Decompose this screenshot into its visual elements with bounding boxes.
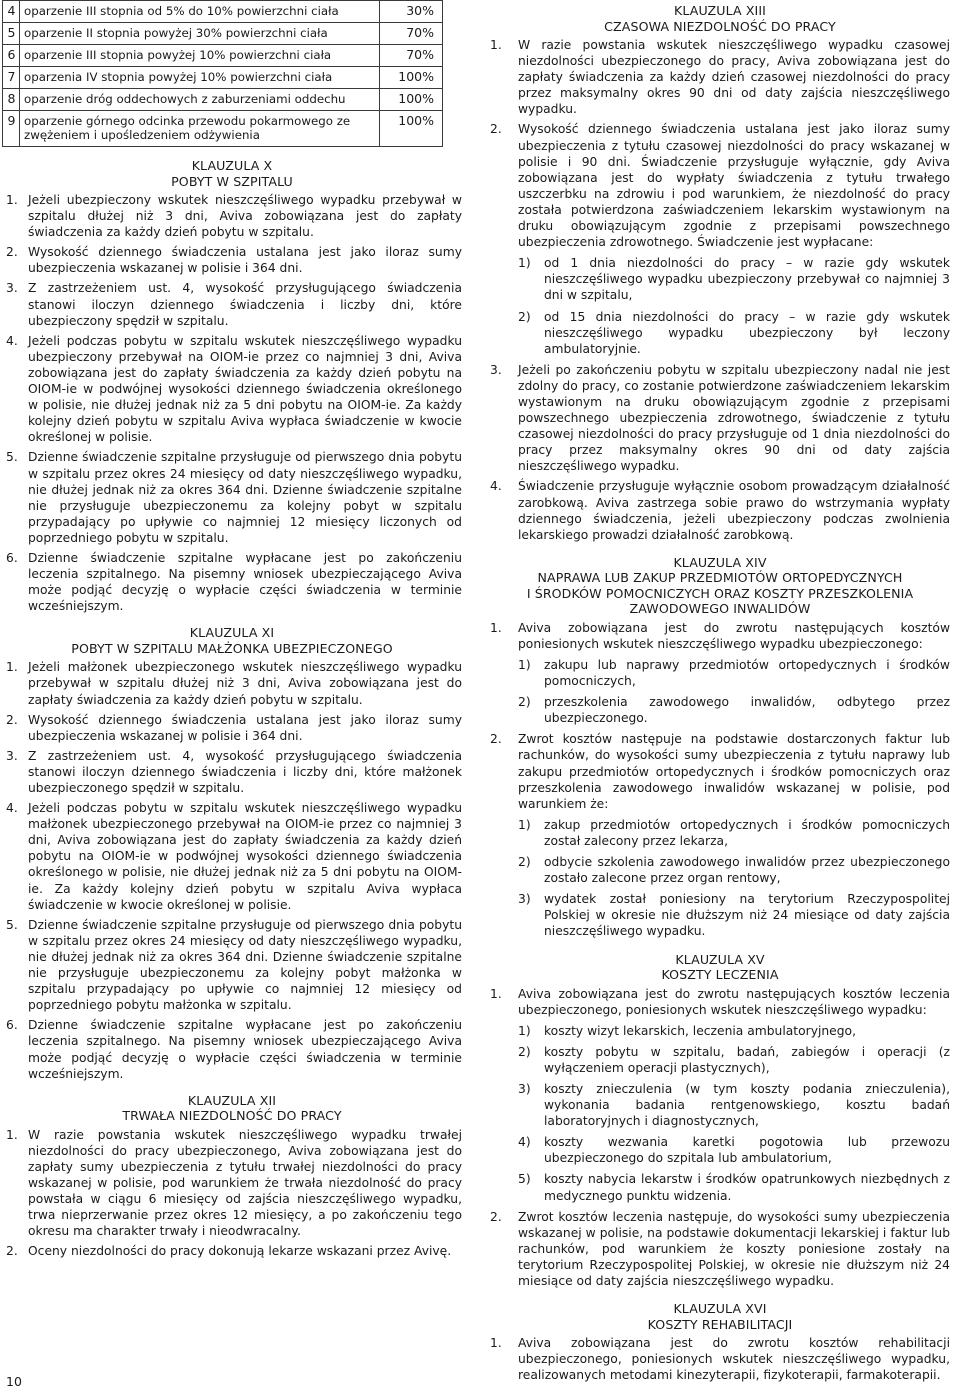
- clause-xi-item: [2, 748, 462, 796]
- clause-xv-subitem: [490, 1023, 950, 1039]
- clause-xvi-item: [490, 1335, 950, 1383]
- subitem-number: 2): [518, 695, 531, 710]
- row-number: 8: [3, 89, 20, 111]
- item-number: 6.: [6, 1018, 18, 1033]
- item-number: 2.: [6, 1244, 18, 1259]
- clause-xiii-item: [490, 37, 950, 117]
- clause-xiii-subitems: [490, 255, 950, 357]
- row-description: oparzenie II stopnia powyżej 30% powierzchni ciała: [20, 23, 380, 45]
- clause-xi-item: [2, 917, 462, 1014]
- clause-xiii-subitem: [490, 309, 950, 357]
- clause-xiii-title: CZASOWA NIEZDOLNOŚĆ DO PRACY: [604, 18, 836, 34]
- item-text: Z zastrzeżeniem ust. 4, wysokość przysługującego świadczenia stanowi iloczyn dziennego świadczenia i liczby dni, które ubezpieczony spędził w szpitalu.: [28, 281, 462, 328]
- clause-x-item: [2, 550, 462, 614]
- item-number: 1.: [6, 193, 18, 207]
- item-number: 3.: [6, 748, 18, 763]
- subitem-number: 1): [518, 817, 531, 832]
- subitem-number: 2): [518, 1044, 531, 1059]
- row-description: oparzenie III stopnia powyżej 10% powierzchni ciała: [20, 45, 380, 67]
- item-text: Jeżeli podczas pobytu w szpitalu wskutek nieszczęśliwego wypadku ubezpieczony przebywał na OIOM-ie przez co najmniej 3 dni, Aviva zobowiązana jest do zapłaty świadczenia za każdy dzień pobytu na OIOM-ie w podwójnej wysokości dziennego świadczenia określonego w polisie, nie dłużej jednak niż za 5 dni pobytu na OIOM-ie. Za każdy kolejny dzień pobytu w szpitalu Aviva wypłaca świadczenie w kwocie określonej w polisie.: [28, 333, 462, 445]
- clause-xii-title: TRWAŁA NIEZDOLNOŚĆ DO PRACY: [122, 1108, 342, 1124]
- row-number: 4: [3, 1, 20, 23]
- item-number: 4.: [490, 479, 502, 494]
- table-row: [3, 23, 443, 45]
- row-percentage: 70%: [380, 23, 443, 45]
- row-description: oparzenie górnego odcinka przewodu pokarmowego ze zwężeniem i upośledzeniem odżywienia: [20, 111, 380, 147]
- clause-xiv-subitems: [490, 817, 950, 940]
- item-text: Oceny niezdolności do pracy dokonują lekarze wskazani przez Avivę.: [28, 1244, 452, 1259]
- row-description: oparzenie III stopnia od 5% do 10% powierzchni ciała: [20, 1, 380, 23]
- item-text: W razie powstania wskutek nieszczęśliwego wypadku czasowej niezdolności ubezpieczonego do pracy, Aviva zobowiązana jest do zapłaty świadczenia za każdy dzień czasowej niezdolności do pracy przez maksymalny okres 90 dni od daty zajścia nieszczęśliwego wypadku.: [518, 38, 950, 117]
- subitem-text: koszty pobytu w szpitalu, badań, zabiegów i operacji (z wyłączeniem operacji plastycznych),: [544, 1044, 950, 1075]
- item-number: 2.: [490, 732, 502, 747]
- item-number: 4.: [6, 333, 18, 348]
- clause-xvi-title: KOSZTY REHABILITACJI: [647, 1316, 793, 1332]
- subitem-number: 3): [518, 892, 531, 907]
- subitem-text: przeszkolenia zawodowego inwalidów, odbytego przez ubezpieczonego.: [544, 695, 950, 726]
- clause-xiii-heading: [490, 3, 950, 34]
- clause-xvi-number: KLAUZULA XVI: [673, 1301, 767, 1317]
- clause-x-item: [2, 449, 462, 546]
- page-number: 10: [6, 1374, 22, 1389]
- item-number: 2.: [6, 712, 18, 727]
- subitem-text: od 1 dnia niezdolności do pracy – w razie gdy wskutek nieszczęśliwego wypadku ubezpieczony przebywał co najmniej 3 dni w szpitalu,: [544, 256, 950, 303]
- subitem-text: zakup przedmiotów ortopedycznych i środków pomocniczych został zalecony przez lekarza,: [544, 817, 950, 848]
- clause-x-heading: [2, 158, 462, 189]
- item-text: W razie powstania wskutek nieszczęśliwego wypadku trwałej niezdolności do pracy ubezpieczonego, Aviva zobowiązana jest do zapłaty sumy ubezpieczenia z tytułu trwałej niezdolności do pracy wskazanej w polisie, pod warunkiem że trwała niezdolność do pracy powstała w ciągu 6 miesięcy od zajścia nieszczęśliwego wypadku, trwa nieprzerwanie przez okres 12 miesięcy, a po zakończeniu tego okresu ma charakter trwały i nieodwracalny.: [28, 1127, 462, 1239]
- item-number: 2.: [490, 1209, 502, 1224]
- item-number: 5.: [6, 450, 18, 465]
- item-number: 1.: [490, 1336, 502, 1351]
- row-percentage: 30%: [380, 1, 443, 23]
- row-percentage: 100%: [380, 67, 443, 89]
- row-number: 6: [3, 45, 20, 67]
- percentage-table: [2, 0, 443, 147]
- clause-xiv-title-line1: NAPRAWA LUB ZAKUP PRZEDMIOTÓW ORTOPEDYCZNYCH: [537, 570, 903, 586]
- clause-x-items: [2, 192, 462, 614]
- table-row: [3, 45, 443, 67]
- right-column: [490, 0, 950, 1387]
- item-text: Zwrot kosztów leczenia następuje, do wysokości sumy ubezpieczenia wskazanej w polisie, na podstawie dokumentacji lekarskiej i faktur lub rachunków, pod warunkiem że koszty poniesione zostały na terytorium Rzeczypospolitej Polskiej, w okresie nie dłuższym niż 24 miesiące od daty zajścia nieszczęśliwego wypadku.: [518, 1209, 950, 1288]
- clause-xv-heading: [490, 952, 950, 983]
- clause-xiv-item: [490, 731, 950, 811]
- item-number: 6.: [6, 550, 18, 565]
- row-number: 7: [3, 67, 20, 89]
- subitem-text: od 15 dnia niezdolności do pracy – w razie gdy wskutek nieszczęśliwego wypadku ubezpieczony był leczony ambulatoryjnie.: [544, 309, 950, 356]
- subitem-number: 1): [518, 1023, 531, 1038]
- clause-xiv-subitems: [490, 657, 950, 726]
- item-text: Wysokość dziennego świadczenia ustalana jest jako iloraz sumy ubezpieczenia wskazanej w polisie i 364 dni.: [28, 712, 462, 743]
- item-text: Jeżeli ubezpieczony wskutek nieszczęśliwego wypadku przebywał w szpitalu dłużej niż 3 dni, Aviva zobowiązana jest do zapłaty świadczenia za każdy dzień pobytu w szpitalu.: [28, 193, 462, 240]
- clause-xiii-item: [490, 362, 950, 475]
- clause-xi-title: POBYT W SZPITALU MAŁŻONKA UBEZPIECZONEGO: [71, 640, 393, 656]
- clause-xiv-number: KLAUZULA XIV: [673, 554, 767, 570]
- clause-xi-item: [2, 659, 462, 707]
- item-text: Wysokość dziennego świadczenia ustalana jest jako iloraz sumy ubezpieczenia z tytułu czasowej niezdolności do pracy wskazanej w polisie i 90 dni. Świadczenie przysługuje wyłącznie, gdy Aviva zobowiązana jest do wypłaty świadczenia z tytułu trwałego uszczerbku na zdrowiu i pod warunkiem, że niezdolność do pracy została potwierdzona zaświadczeniem lekarskim wystawionym na druku obowiązującym zgodnie z przepisami powszechnego ubezpieczenia zdrowotnego. Świadczenie jest wypłacane:: [518, 122, 950, 250]
- clause-x-item: [2, 192, 462, 240]
- item-number: 2.: [490, 122, 502, 137]
- item-number: 2.: [6, 245, 18, 260]
- clause-xiv-subitem: [490, 854, 950, 886]
- table-row: [3, 111, 443, 147]
- clause-xiv-subitem: [490, 817, 950, 849]
- clause-x-item: [2, 333, 462, 446]
- clause-xii-heading: [2, 1093, 462, 1124]
- clause-xiii-item: [490, 478, 950, 542]
- item-number: 1.: [6, 660, 18, 675]
- subitem-text: odbycie szkolenia zawodowego inwalidów przez ubezpieczonego zostało zalecone przez organ rentowy,: [544, 855, 950, 886]
- clause-x-number: KLAUZULA X: [191, 158, 273, 173]
- clause-xv-subitem: [490, 1081, 950, 1129]
- item-text: Zwrot kosztów następuje na podstawie dostarczonych faktur lub rachunków, do wysokości sumy ubezpieczenia z tytułu naprawy lub zakupu przedmiotów ortopedycznych i środków pomocniczych oraz przeszkolenia zawodowego inwalidów wskazanej w polisie, pod warunkiem że:: [518, 732, 950, 811]
- clause-xi-items: [2, 659, 462, 1081]
- item-number: 1.: [6, 1127, 18, 1142]
- clause-xv-item: [490, 1209, 950, 1289]
- subitem-number: 1): [518, 658, 531, 672]
- clause-xii-item: [2, 1127, 462, 1240]
- clause-xi-item: [2, 1017, 462, 1081]
- item-text: Wysokość dziennego świadczenia ustalana jest jako iloraz sumy ubezpieczenia wskazanej w polisie i 364 dni.: [28, 245, 462, 276]
- clause-xii-number: KLAUZULA XII: [187, 1092, 277, 1108]
- clause-xiii-item: [490, 121, 950, 250]
- clause-xi-item: [2, 800, 462, 913]
- left-column: [2, 0, 462, 1263]
- clause-x-item: [2, 244, 462, 276]
- clause-xv-number: KLAUZULA XV: [675, 951, 765, 967]
- item-text: Z zastrzeżeniem ust. 4, wysokość przysługującego świadczenia stanowi iloczyn dziennego świadczenia i liczby dni, które małżonek ubezpieczonego spędził w szpitalu.: [28, 748, 462, 795]
- subitem-text: zakupu lub naprawy przedmiotów ortopedycznych i środków pomocniczych,: [544, 658, 950, 689]
- row-percentage: 70%: [380, 45, 443, 67]
- clause-xv-subitems: [490, 1023, 950, 1204]
- clause-xiii-number: KLAUZULA XIII: [673, 3, 766, 18]
- subitem-text: wydatek został poniesiony na terytorium Rzeczypospolitej Polskiej w okresie nie dłuższym niż 24 miesiące od daty zajścia nieszczęśliwego wypadku.: [544, 892, 950, 939]
- clause-xiii-subitem: [490, 255, 950, 303]
- row-percentage: 100%: [380, 111, 443, 147]
- subitem-number: 2): [518, 309, 531, 324]
- subitem-number: 5): [518, 1172, 531, 1187]
- subitem-number: 2): [518, 855, 531, 870]
- item-text: Dzienne świadczenie szpitalne przysługuje od pierwszego dnia pobytu w szpitalu przez okres 24 miesięcy od daty nieszczęśliwego wypadku, nie dłużej jednak niż za okres 364 dni. Dzienne świadczenie szpitalne nie przysługuje ubezpieczonemu za kolejny pobyt w szpitalu przypadający po upływie co najmniej 12 miesięcy liczonych od poprzedniego pobytu w szpitalu.: [28, 450, 462, 545]
- clause-xi-number: KLAUZULA XI: [189, 625, 275, 641]
- clause-x-title: POBYT W SZPITALU: [171, 173, 293, 189]
- clause-xiv-title-line3: ZAWODOWEGO INWALIDÓW: [629, 601, 811, 617]
- clause-xvi-heading: [490, 1301, 950, 1332]
- subitem-text: koszty nabycia lekarstw i środków opatrunkowych niezbędnych z medycznego punktu widzenia.: [544, 1172, 950, 1203]
- item-text: Aviva zobowiązana jest do zwrotu kosztów rehabilitacji ubezpieczonego, poniesionych wskutek nieszczęśliwego wypadku, realizowanych metodami kinezyterapii, fizykoterapii, farmakoterapii.: [518, 1336, 950, 1383]
- item-number: 1.: [490, 620, 502, 635]
- subitem-number: 4): [518, 1135, 531, 1150]
- subitem-number: 3): [518, 1081, 531, 1096]
- item-text: Jeżeli podczas pobytu w szpitalu wskutek nieszczęśliwego wypadku małżonek ubezpieczonego przebywał na OIOM-ie przez co najmniej 3 dni, Aviva zobowiązana jest do zapłaty świadczenia za każdy dzień pobytu na OIOM-ie w podwójnej wysokości dziennego świadczenia określonego w polisie, nie dłużej jednak niż za 5 dni pobytu na OIOM-ie. Za każdy kolejny dzień pobytu w szpitalu Aviva wypłaca świadczenie w kwocie określonej w polisie.: [28, 801, 462, 912]
- clause-xiv-subitem: [490, 657, 950, 689]
- item-number: 5.: [6, 917, 18, 932]
- clause-xii-items: [2, 1127, 462, 1260]
- item-text: Dzienne świadczenie szpitalne wypłacane jest po zakończeniu leczenia szpitalnego. Na pisemny wniosek ubezpieczającego Aviva może podjąć decyzję o wypłacie części świadczenia w terminie wcześniejszym.: [28, 1018, 462, 1081]
- clause-xiv-heading: [490, 555, 950, 617]
- clause-xv-title: KOSZTY LECZENIA: [661, 967, 779, 982]
- subitem-number: 1): [518, 256, 531, 271]
- table-row: [3, 89, 443, 111]
- clause-xii-item: [2, 1243, 462, 1259]
- clause-xiv-item: [490, 620, 950, 652]
- item-text: Świadczenie przysługuje wyłącznie osobom prowadzącym działalność zarobkową. Aviva zastrzega sobie prawo do wstrzymania wypłaty dziennego świadczenia, jeżeli ubezpieczony podczas zwolnienia lekarskiego prowadzi działalność zarobkową.: [518, 479, 950, 542]
- item-text: Aviva zobowiązana jest do zwrotu następujących kosztów poniesionych wskutek nieszczęśliwego wypadku ubezpieczonego:: [518, 620, 950, 651]
- row-percentage: 100%: [380, 89, 443, 111]
- item-text: Dzienne świadczenie szpitalne przysługuje od pierwszego dnia pobytu w szpitalu przez okres 24 miesięcy od daty nieszczęśliwego wypadku, nie dłużej jednak niż za okres 364 dni. Dzienne świadczenie szpitalne nie przysługuje ubezpieczonemu za kolejny pobyt małżonka w szpitalu przypadający po upływie co najmniej 12 miesięcy od poprzedniego pobytu małżonka w szpitalu.: [28, 917, 462, 1013]
- clause-xv-subitem: [490, 1044, 950, 1076]
- clause-xiv-title-line2: I ŚRODKÓW POMOCNICZYCH ORAZ KOSZTY PRZESZKOLENIA: [526, 585, 914, 601]
- row-description: oparzenie dróg oddechowych z zaburzeniami oddechu: [20, 89, 380, 111]
- row-number: 9: [3, 111, 20, 147]
- subitem-text: koszty wizyt lekarskich, leczenia ambulatoryjnego,: [544, 1023, 856, 1038]
- item-number: 3.: [6, 281, 18, 296]
- clause-xiv-subitem: [490, 891, 950, 939]
- clause-xiv-subitem: [490, 694, 950, 726]
- item-text: Jeżeli po zakończeniu pobytu w szpitalu ubezpieczony nadal nie jest zdolny do pracy, co zostanie potwierdzone zaświadczeniem lekarskim wystawionym na druku obowiązującym zgodnie z przepisami powszechnego ubezpieczenia zdrowotnego, świadczenie z tytułu czasowej niezdolności do pracy przysługuje od 1 dnia niezdolności do pracy przez maksymalny okres 90 dni od daty zajścia nieszczęśliwego wypadku.: [518, 362, 950, 474]
- item-text: Aviva zobowiązana jest do zwrotu następujących kosztów leczenia ubezpieczonego, poniesionych wskutek nieszczęśliwego wypadku:: [518, 986, 950, 1017]
- table-row: [3, 67, 443, 89]
- clause-xv-item: [490, 986, 950, 1018]
- clause-xv-subitem: [490, 1134, 950, 1166]
- clause-x-item: [2, 280, 462, 328]
- clause-xi-heading: [2, 625, 462, 656]
- clause-xv-subitem: [490, 1171, 950, 1203]
- clause-xi-item: [2, 712, 462, 744]
- item-text: Dzienne świadczenie szpitalne wypłacane jest po zakończeniu leczenia szpitalnego. Na pisemny wniosek ubezpieczającego Aviva może podjąć decyzję o wypłacie części świadczenia w terminie wcześniejszym.: [28, 550, 462, 614]
- row-description: oparzenia IV stopnia powyżej 10% powierzchni ciała: [20, 67, 380, 89]
- item-number: 1.: [490, 38, 502, 52]
- item-number: 4.: [6, 801, 18, 816]
- subitem-text: koszty wezwania karetki pogotowia lub przewozu ubezpieczonego do szpitala lub ambulatorium,: [544, 1135, 950, 1166]
- item-number: 1.: [490, 986, 502, 1001]
- item-text: Jeżeli małżonek ubezpieczonego wskutek nieszczęśliwego wypadku przebywał w szpitalu dłużej niż 3 dni, Aviva zobowiązana jest do zapłaty świadczenia za każdy dzień pobytu w szpitalu.: [28, 660, 462, 707]
- subitem-text: koszty znieczulenia (w tym koszty podania znieczulenia), wykonania badania rentgenowskiego, kosztu badań laboratoryjnych i diagnostycznych,: [544, 1081, 950, 1129]
- item-number: 3.: [490, 362, 502, 377]
- row-number: 5: [3, 23, 20, 45]
- table-row: [3, 1, 443, 23]
